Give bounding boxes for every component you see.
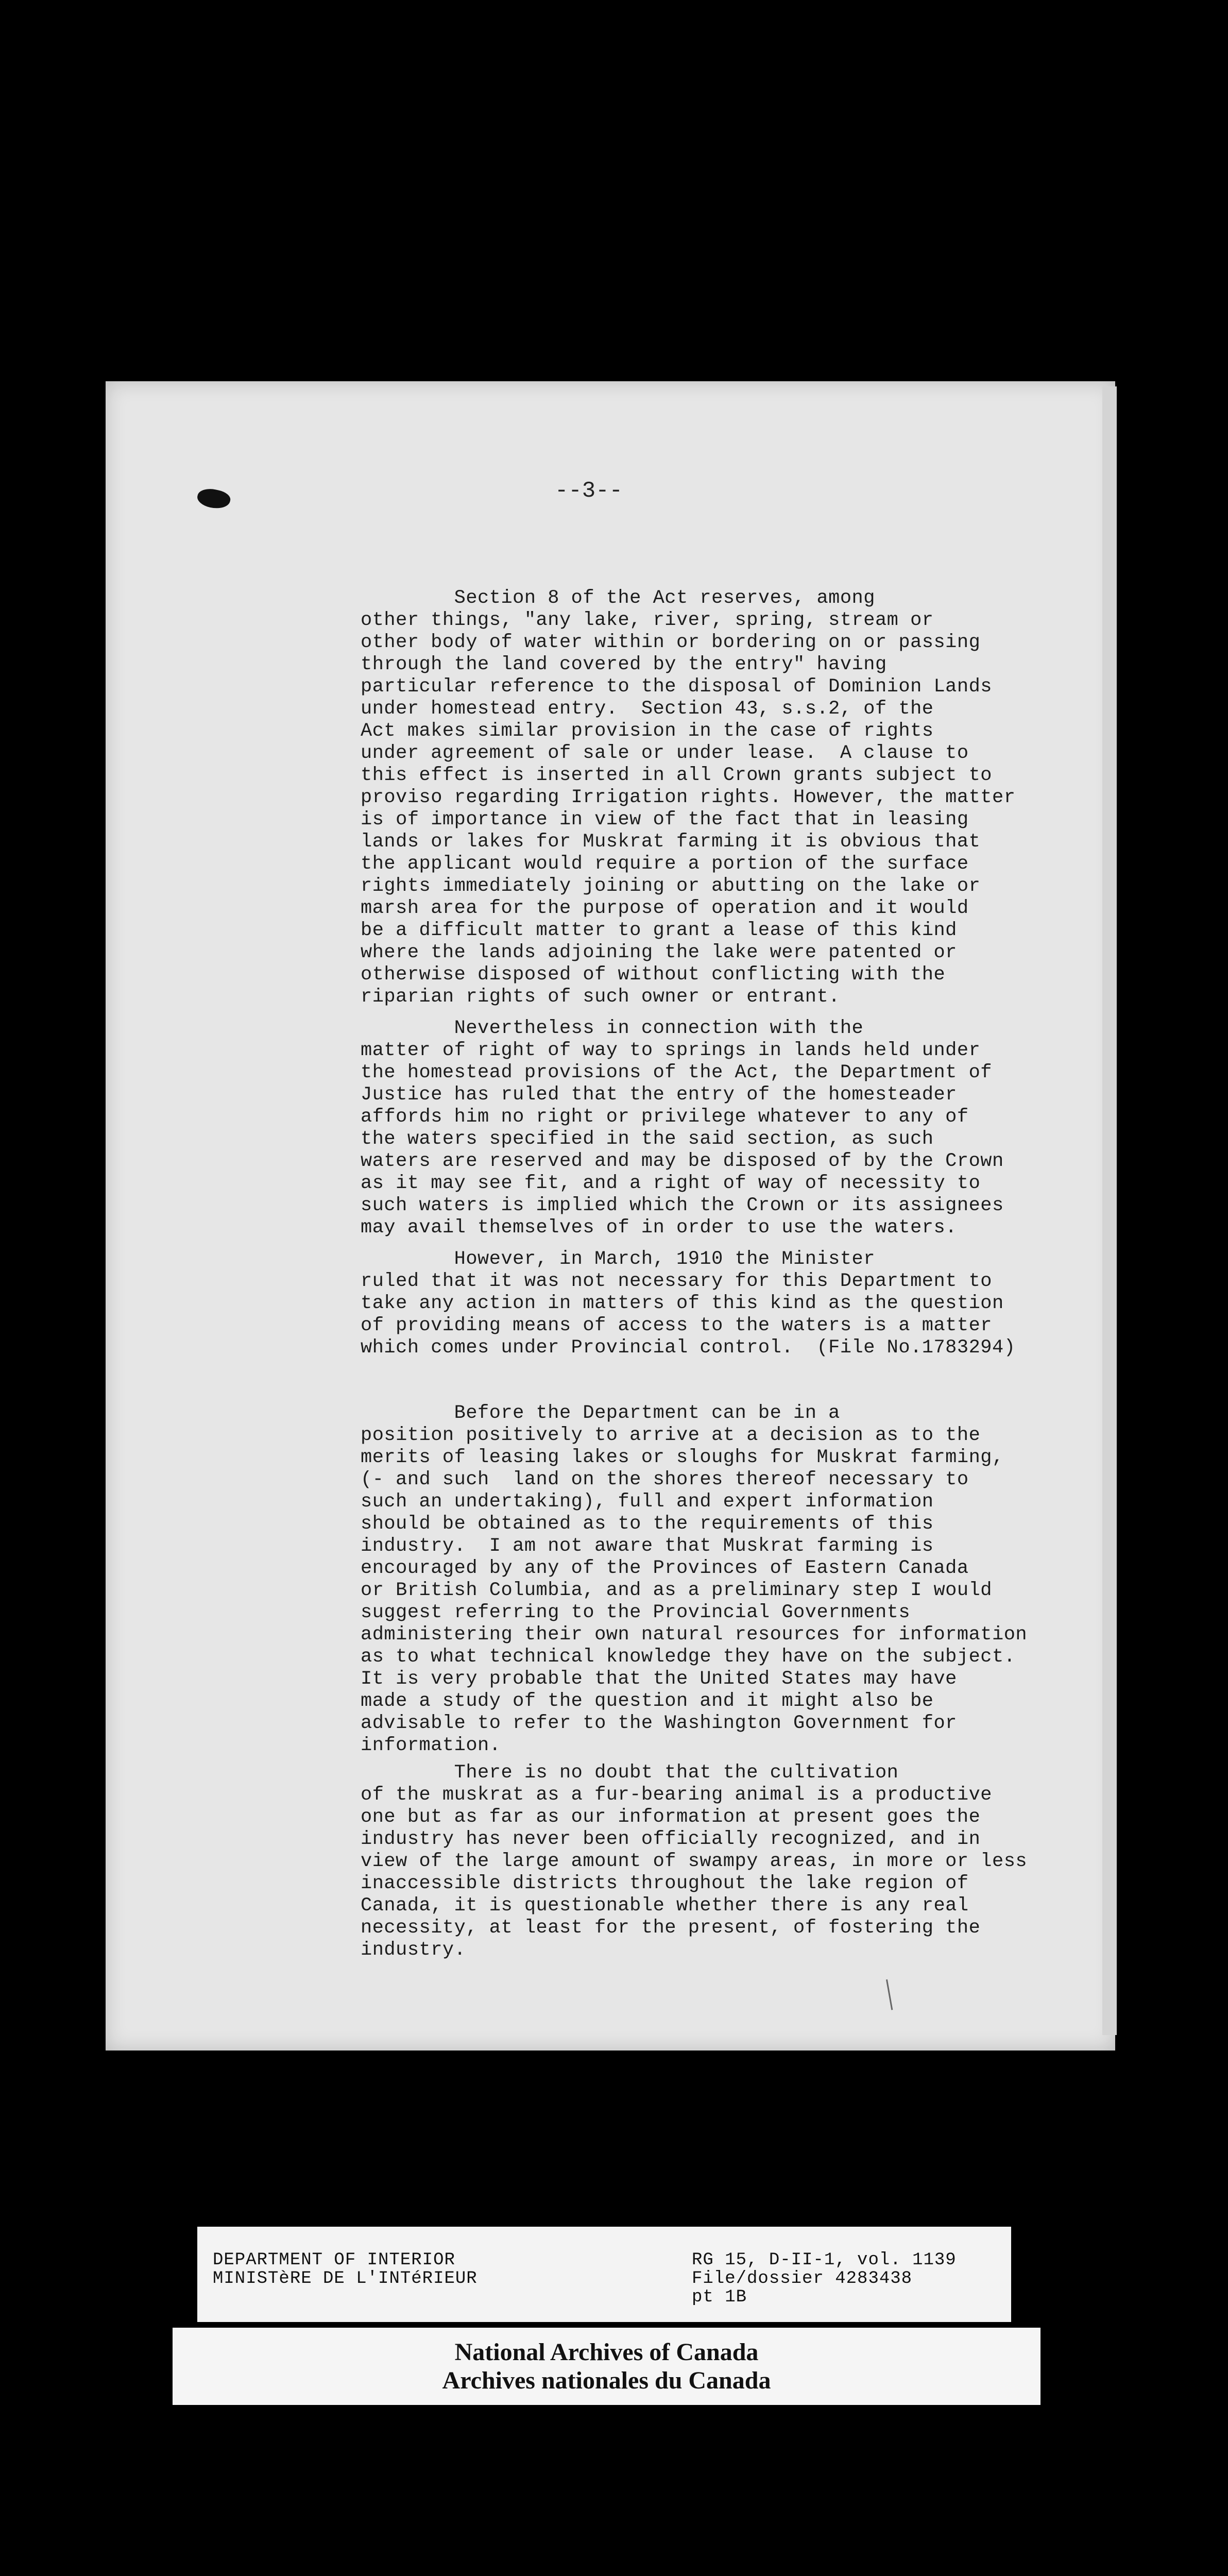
document-line: industry has never been officially recognized, and in xyxy=(361,1828,981,1850)
document-line: where the lands adjoining the lake were patented or xyxy=(361,942,957,963)
document-line: be a difficult matter to grant a lease of this kind xyxy=(361,920,957,941)
document-line: such an undertaking), full and expert information xyxy=(361,1491,934,1513)
document-line: Act makes similar provision in the case of rights xyxy=(361,720,934,742)
document-line: particular reference to the disposal of Dominion Lands xyxy=(361,676,992,698)
document-line: marsh area for the purpose of operation and it would xyxy=(361,897,969,919)
document-line: industry. I am not aware that Muskrat farming is xyxy=(361,1535,934,1557)
document-line: position positively to arrive at a decision as to the xyxy=(361,1425,981,1446)
document-line: other things, "any lake, river, spring, stream or xyxy=(361,609,934,631)
archives-banner xyxy=(173,2328,1041,2405)
document-line: one but as far as our information at present goes the xyxy=(361,1806,981,1828)
document-line: or British Columbia, and as a preliminary step I would xyxy=(361,1580,992,1601)
document-line: (- and such land on the shores thereof necessary to xyxy=(361,1469,969,1490)
document-line: There is no doubt that the cultivation xyxy=(361,1762,899,1784)
document-line: advisable to refer to the Washington Government for xyxy=(361,1713,957,1734)
paragraph-section-8 xyxy=(361,587,1092,1008)
document-line: may avail themselves of in order to use the waters. xyxy=(361,1217,957,1239)
document-line: as to what technical knowledge they have on the subject. xyxy=(361,1646,1016,1668)
document-line: administering their own natural resources for information xyxy=(361,1624,1028,1646)
paragraph-cultivation-of-muskrat xyxy=(361,1762,1092,1961)
document-line: Section 8 of the Act reserves, among xyxy=(361,587,875,609)
document-line: the waters specified in the said section, as such xyxy=(361,1128,934,1150)
document-line: information. xyxy=(361,1735,501,1756)
document-line: merits of leasing lakes or sloughs for Muskrat farming, xyxy=(361,1447,1004,1468)
document-line: It is very probable that the United States may have xyxy=(361,1668,957,1690)
document-line: such waters is implied which the Crown or its assignees xyxy=(361,1195,1004,1216)
document-line: view of the large amount of swampy areas, in more or less xyxy=(361,1851,1028,1872)
document-line: is of importance in view of the fact that in leasing xyxy=(361,809,969,831)
paragraph-nevertheless xyxy=(361,1018,1092,1239)
document-line: matter of right of way to springs in lands held under xyxy=(361,1040,981,1061)
department-french: MINISTèRE DE L'INTéRIEUR xyxy=(213,2269,477,2289)
reference-part: pt 1B xyxy=(692,2287,747,2307)
document-line: industry. xyxy=(361,1939,466,1961)
document-line: the homestead provisions of the Act, the Department of xyxy=(361,1062,992,1083)
document-line: inaccessible districts throughout the lake region of xyxy=(361,1873,969,1894)
document-line: encouraged by any of the Provinces of Eastern Canada xyxy=(361,1557,969,1579)
document-line: under homestead entry. Section 43, s.s.2, of the xyxy=(361,698,934,720)
document-line: However, in March, 1910 the Minister xyxy=(361,1248,875,1270)
page-edge xyxy=(1102,386,1117,2035)
archive-reference-label xyxy=(197,2227,1011,2322)
document-line: Before the Department can be in a xyxy=(361,1402,840,1424)
document-line: waters are reserved and may be disposed of by the Crown xyxy=(361,1150,1004,1172)
document-line: the applicant would require a portion of the surface xyxy=(361,853,969,875)
document-line: lands or lakes for Muskrat farming it is obvious that xyxy=(361,831,981,853)
document-line: through the land covered by the entry" having xyxy=(361,654,887,675)
archives-name-french: Archives nationales du Canada xyxy=(442,2367,771,2394)
document-line: necessity, at least for the present, of fostering the xyxy=(361,1917,981,1939)
document-line: affords him no right or privilege whatever to any of xyxy=(361,1106,969,1128)
reference-file-number: File/dossier 4283438 xyxy=(692,2269,913,2289)
paragraph-however-march-1910 xyxy=(361,1248,1092,1359)
document-line: riparian rights of such owner or entrant. xyxy=(361,986,840,1008)
department-english: DEPARTMENT OF INTERIOR xyxy=(213,2250,455,2270)
document-line: of providing means of access to the waters is a matter xyxy=(361,1315,992,1336)
document-line: proviso regarding Irrigation rights. However, the matter xyxy=(361,787,1016,808)
page-number: --3-- xyxy=(554,478,623,504)
document-line: this effect is inserted in all Crown grants subject to xyxy=(361,765,992,786)
document-line: under agreement of sale or under lease. A clause to xyxy=(361,742,969,764)
document-line: Nevertheless in connection with the xyxy=(361,1018,864,1039)
document-line: other body of water within or bordering on or passing xyxy=(361,632,981,653)
document-line: rights immediately joining or abutting on the lake or xyxy=(361,875,981,897)
reference-record-group: RG 15, D-II-1, vol. 1139 xyxy=(692,2250,957,2270)
document-line: should be obtained as to the requirements of this xyxy=(361,1513,934,1535)
document-line: as it may see fit, and a right of way of necessity to xyxy=(361,1173,981,1194)
document-line: ruled that it was not necessary for this Department to xyxy=(361,1270,992,1292)
document-line: take any action in matters of this kind as the question xyxy=(361,1293,1004,1314)
document-line: which comes under Provincial control. (File No.1783294) xyxy=(361,1337,1016,1359)
document-line: made a study of the question and it might also be xyxy=(361,1690,934,1712)
document-line: Canada, it is questionable whether there is any real xyxy=(361,1895,969,1917)
document-line: otherwise disposed of without conflicting with the xyxy=(361,964,946,986)
document-line: of the muskrat as a fur-bearing animal is a productive xyxy=(361,1784,992,1806)
archives-name-english: National Archives of Canada xyxy=(454,2338,759,2366)
document-line: suggest referring to the Provincial Governments xyxy=(361,1602,911,1623)
paragraph-before-the-department xyxy=(361,1402,1092,1757)
document-line: Justice has ruled that the entry of the homesteader xyxy=(361,1084,957,1106)
